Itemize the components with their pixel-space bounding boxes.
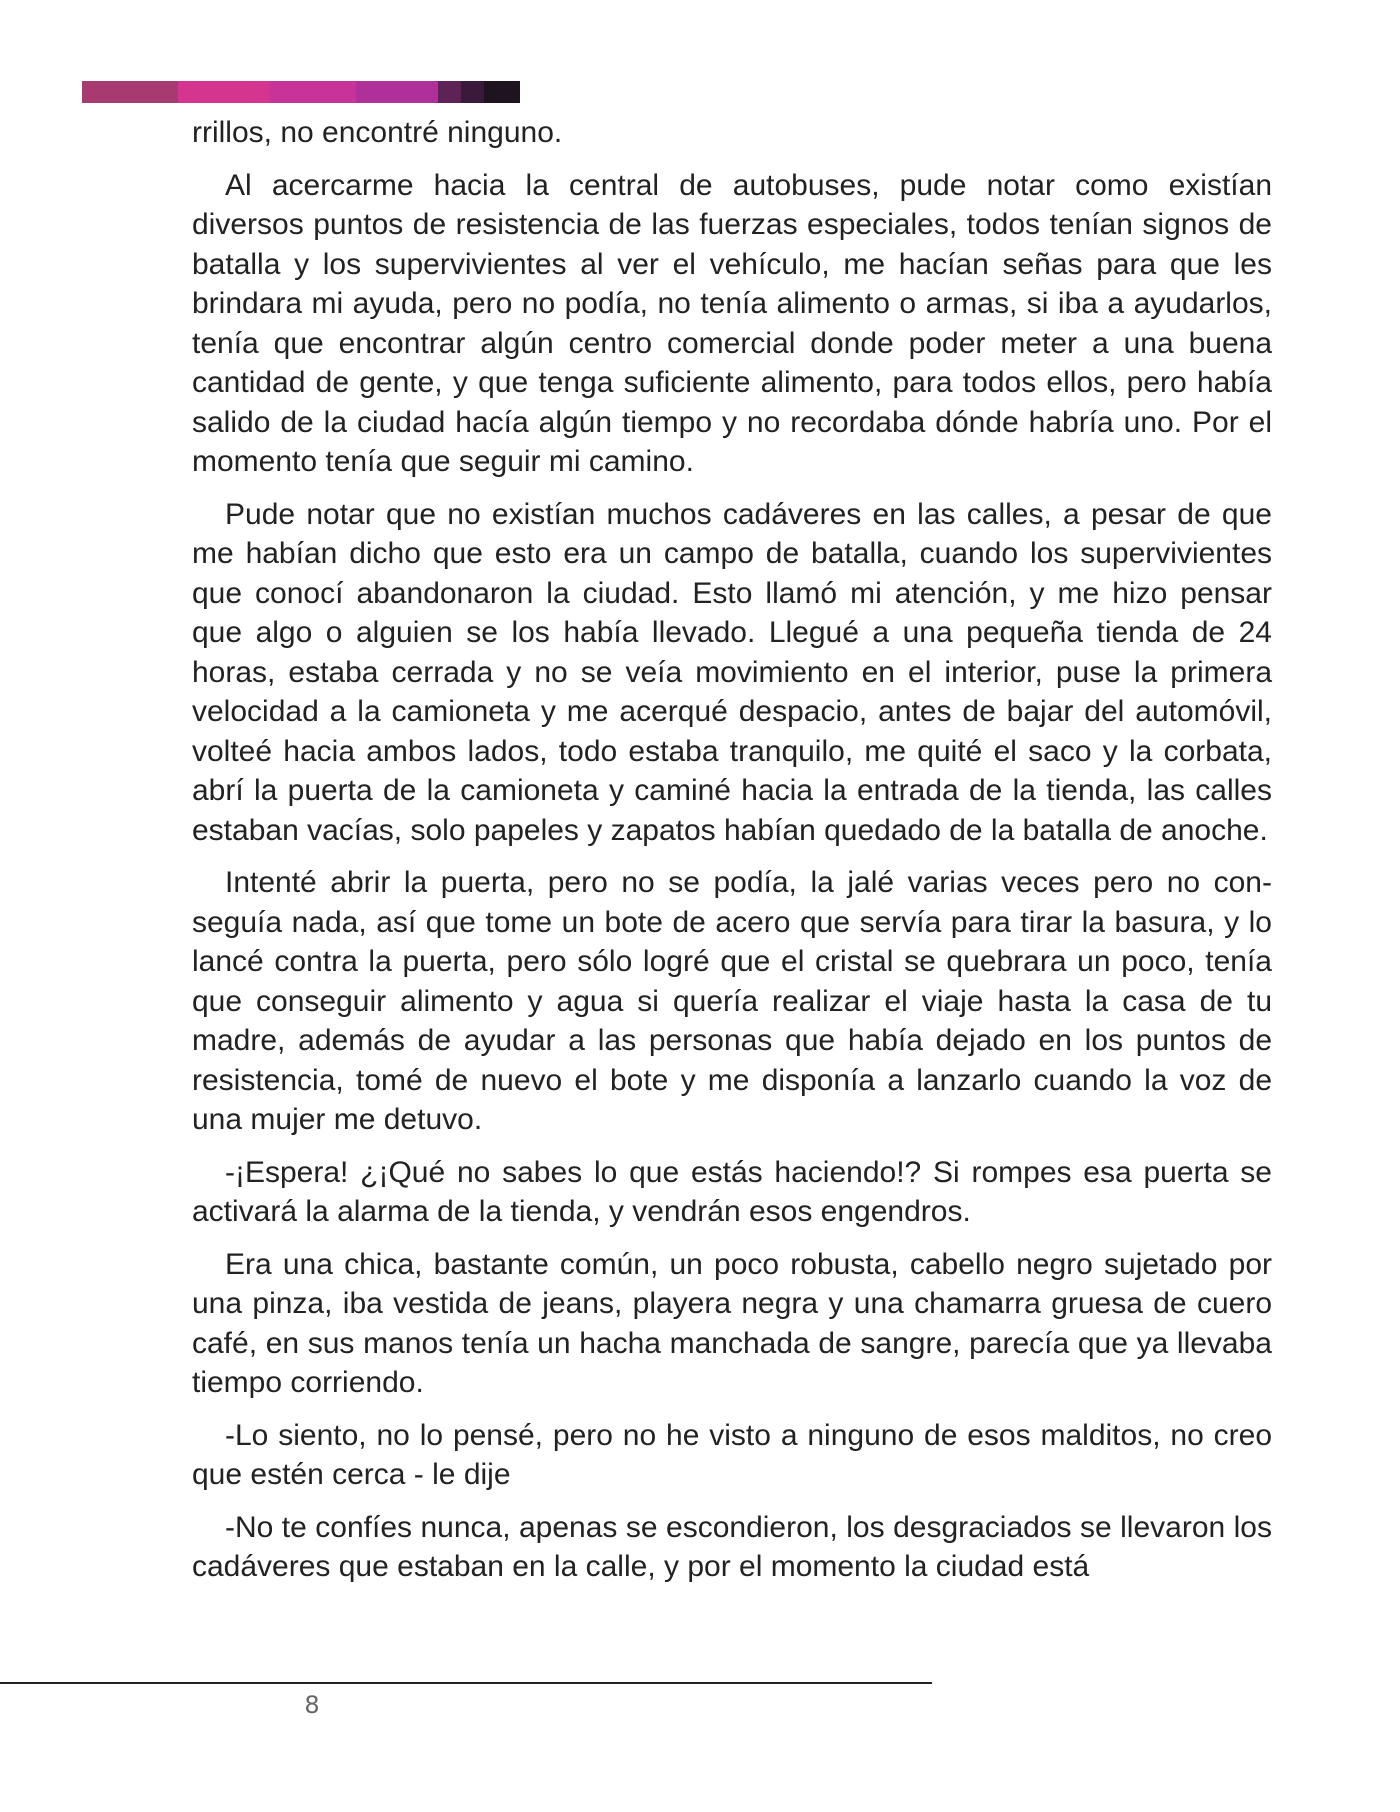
paragraph: -No te confíes nunca, apenas se escondieron, los desgraciados se llevaron los cadáveres que estaban en la calle, y por el momento la ciudad está — [192, 1510, 1272, 1583]
paragraph: Pude notar que no existían muchos cadáveres en las calles, a pesar de que me habían dicho que esto era un campo de batalla, cuando los supervivientes que conocí abandonaron la ciudad. Esto llamó mi atención, y me hizo pensar que algo o alguien se los había llevado. Llegué a una pequeña tienda de 24 horas, estaba cerrada y no se veía movimiento en el interior, puse la primera velocidad a la camioneta y me acerqué despacio, antes de bajar del automóvil, volteé hacia ambos lados, todo estaba tranquilo, me quité el saco y la corbata, abrí la puerta de la camioneta y caminé hacia la entrada de la tienda, las calles estaban vacías, solo papeles y zapatos habían quedado de la batalla de anoche. — [192, 497, 1272, 847]
paragraph: Era una chica, bastante común, un poco robusta, cabello negro sujetado por una pinza, iba vestida de jeans, playera negra y una chamarra gruesa de cuero café, en sus manos tenía un hacha manchada de sangre, parecía que ya llevaba tiempo corriendo. — [192, 1247, 1272, 1399]
header-color-bar — [82, 81, 520, 103]
color-bar-segment — [484, 81, 521, 103]
paragraph: -Lo siento, no lo pensé, pero no he visto a ninguno de esos malditos, no creo que estén cerca - le dije — [192, 1418, 1272, 1491]
color-bar-segment — [461, 81, 484, 103]
page-number: 8 — [304, 1691, 320, 1719]
color-bar-segment — [82, 81, 178, 103]
color-bar-segment — [438, 81, 461, 103]
color-bar-segment — [356, 81, 438, 103]
paragraph: Al acercarme hacia la central de autobuses, pude notar como existían diversos puntos de resistencia de las fuerzas especiales, todos tenían signos de batalla y los supervivientes al ver el vehículo, me hacían señas para que les brindara mi ayuda, pero no podía, no tenía alimento o armas, si iba a ayudarlos, tenía que encontrar algún centro comercial donde poder meter a una buena cantidad de gente, y que tenga suficiente alimento, para todos ellos, pero había salido de la ciudad hacía algún tiempo y no recordaba dónde habría uno. Por el momento tenía que seguir mi camino. — [192, 168, 1272, 478]
color-bar-segment — [269, 81, 356, 103]
footer-rule — [0, 1682, 932, 1684]
color-bar-segment — [178, 81, 269, 103]
page-body-text — [192, 113, 1272, 1600]
paragraph: Intenté abrir la puerta, pero no se podía, la jalé varias veces pero no conseguía nada, así que tome un bote de acero que servía para tirar la basura, y lo lancé contra la puerta, pero sólo logré que el cristal se quebrara un poco, tenía que conseguir alimento y agua si quería realizar el viaje hasta la casa de tu madre, además de ayudar a las personas que había dejado en los puntos de resistencia, tomé de nuevo el bote y me disponía a lanzarlo cuando la voz de una mujer me detuvo. — [192, 866, 1272, 1136]
paragraph: rrillos, no encontré ninguno. — [192, 116, 563, 149]
paragraph: -¡Espera! ¿¡Qué no sabes lo que estás haciendo!? Si rompes esa puerta se activará la alarma de la tienda, y vendrán esos engendros. — [192, 1155, 1272, 1228]
